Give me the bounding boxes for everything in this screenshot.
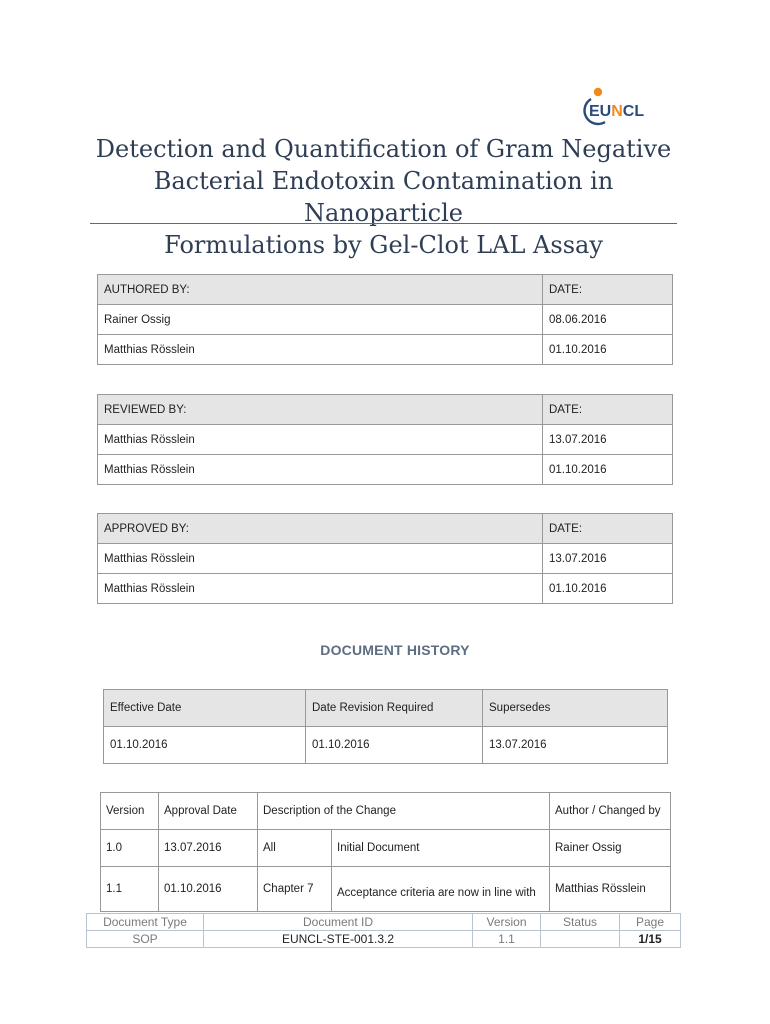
author-date: 08.06.2016 (543, 305, 673, 335)
author-date: 01.10.2016 (543, 335, 673, 365)
date-header: DATE: (543, 395, 673, 425)
effective-date-table (103, 689, 668, 764)
effective-date-value: 01.10.2016 (104, 727, 306, 764)
date-header: DATE: (543, 514, 673, 544)
date-revision-required-header: Date Revision Required (306, 690, 483, 727)
table-row (101, 830, 671, 867)
effective-date-header: Effective Date (104, 690, 306, 727)
table-row (98, 455, 673, 485)
version-history-table (100, 792, 671, 912)
table-row (98, 335, 673, 365)
document-type-value: SOP (87, 931, 204, 948)
table-header-row (101, 793, 671, 830)
authored-by-table (97, 274, 673, 365)
version-value: 1.0 (101, 830, 159, 867)
change-description: Acceptance criteria are now in line with (332, 867, 550, 912)
approved-by-header: APPROVED BY: (98, 514, 543, 544)
reviewer-date: 01.10.2016 (543, 455, 673, 485)
version-header: Version (101, 793, 159, 830)
supersedes-value: 13.07.2016 (483, 727, 668, 764)
approval-date-value: 13.07.2016 (159, 830, 258, 867)
approval-date-value: 01.10.2016 (159, 867, 258, 912)
page-label: Page (620, 914, 681, 931)
table-header-row (104, 690, 668, 727)
document-type-label: Document Type (87, 914, 204, 931)
document-footer (86, 913, 681, 948)
approval-date-header: Approval Date (159, 793, 258, 830)
description-header: Description of the Change (258, 793, 550, 830)
table-header-row (98, 514, 673, 544)
version-value: 1.1 (473, 931, 541, 948)
logo-text-eu: EU (589, 103, 612, 120)
approver-date: 13.07.2016 (543, 544, 673, 574)
approved-by-table (97, 513, 673, 604)
table-header-row (98, 275, 673, 305)
version-label: Version (473, 914, 541, 931)
svg-text:EUNCL (589, 103, 644, 120)
table-row (104, 727, 668, 764)
table-row (98, 305, 673, 335)
approver-name: Matthias Rösslein (98, 574, 543, 604)
logo-text-n: N (611, 103, 623, 120)
change-section: Chapter 7 (258, 867, 332, 912)
document-id-label: Document ID (204, 914, 473, 931)
document-title (90, 133, 677, 261)
title-line-1: Detection and Quantification of Gram Negative (95, 135, 672, 163)
author-name: Matthias Rösslein (98, 335, 543, 365)
status-value (541, 931, 620, 948)
reviewed-by-header: REVIEWED BY: (98, 395, 543, 425)
logo-orange-dot (594, 88, 602, 96)
logo-text-cl: CL (622, 103, 645, 120)
table-header-row (98, 395, 673, 425)
table-row (98, 574, 673, 604)
approver-name: Matthias Rösslein (98, 544, 543, 574)
author-name: Rainer Ossig (98, 305, 543, 335)
title-divider (90, 223, 677, 224)
document-id-value: EUNCL-STE-001.3.2 (204, 931, 473, 948)
status-label: Status (541, 914, 620, 931)
change-description: Initial Document (332, 830, 550, 867)
table-row (98, 544, 673, 574)
approver-date: 01.10.2016 (543, 574, 673, 604)
author-value: Matthias Rösslein (550, 867, 671, 912)
author-changed-by-header: Author / Changed by (550, 793, 671, 830)
supersedes-header: Supersedes (483, 690, 668, 727)
author-value: Rainer Ossig (550, 830, 671, 867)
euncl-logo (580, 86, 680, 126)
date-header: DATE: (543, 275, 673, 305)
title-line-2: Bacterial Endotoxin Contamination in Nanoparticle (153, 167, 614, 227)
footer-value-row (87, 931, 681, 948)
reviewed-by-table (97, 394, 673, 485)
date-revision-required-value: 01.10.2016 (306, 727, 483, 764)
reviewer-name: Matthias Rösslein (98, 425, 543, 455)
page-number: 1/15 (620, 931, 681, 948)
title-line-3: Formulations by Gel-Clot LAL Assay (164, 231, 603, 259)
change-section: All (258, 830, 332, 867)
version-value: 1.1 (101, 867, 159, 912)
authored-by-header: AUTHORED BY: (98, 275, 543, 305)
table-row (98, 425, 673, 455)
reviewer-name: Matthias Rösslein (98, 455, 543, 485)
document-history-heading: DOCUMENT HISTORY (320, 642, 470, 658)
footer-label-row (87, 914, 681, 931)
reviewer-date: 13.07.2016 (543, 425, 673, 455)
table-row (101, 867, 671, 912)
